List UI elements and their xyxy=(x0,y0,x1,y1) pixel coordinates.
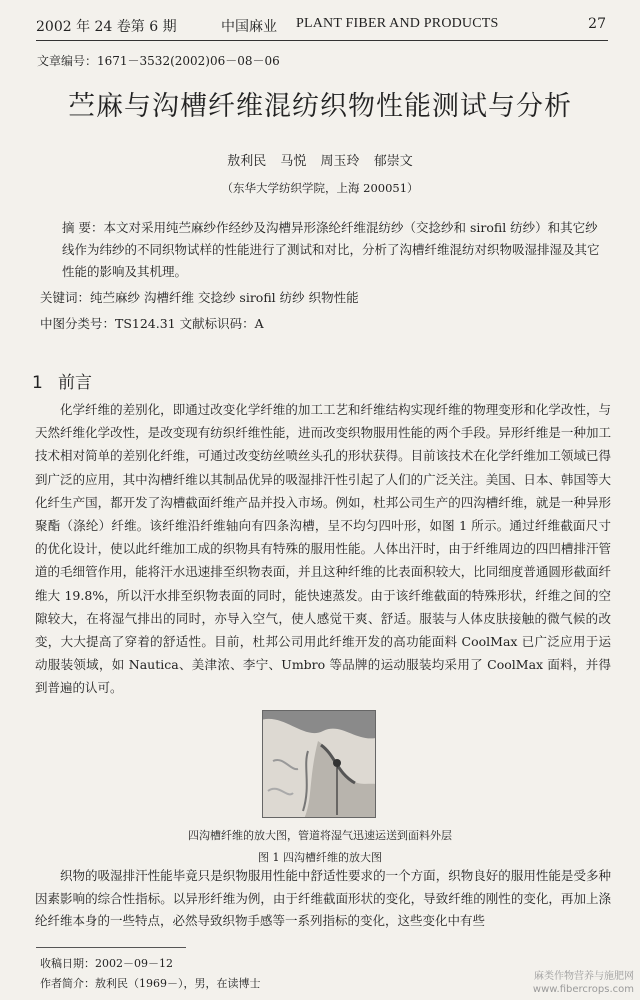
author-list: 敖利民 马悦 周玉玲 郁崇文 xyxy=(227,154,413,169)
abstract-text: 本文对采用纯苎麻纱作经纱及沟槽异形涤纶纤维混纺纱（交捻纱和 sirofil 纺纱）和其它纱线作为纬纱的不同织物试样的性能进行了测试和对比，分析了沟槽纤维混纺对织物吸湿排湿及其它性能的影响及其机理。 xyxy=(62,220,600,279)
journal-name-cn: 中国麻业 xyxy=(221,19,277,35)
section-title: 前言 xyxy=(58,373,92,393)
author-bio: 作者简介：敖利民（1969－），男，在读博士 xyxy=(40,977,261,990)
section-heading xyxy=(32,368,92,393)
received-date: 收稿日期：2002－09－12 xyxy=(40,957,173,970)
article-number: 文章编号：1671－3532(2002)06－08－06 xyxy=(37,54,280,68)
affiliation: （东华大学纺织学院，上海 200051） xyxy=(221,181,419,195)
body-paragraph: 化学纤维的差别化，即通过改变化学纤维的加工工艺和纤维结构实现纤维的物理变形和化学改性，与天然纤维化学改性，是改变现有纺织纤维性能，进而改变织物服用性能的两个手段。异形纤维是一种加工技术相对简单的差别化纤维，可通过改变纺丝喷丝头孔的形状获得。目前该技术在化学纤维加工领域已得到广泛的应用，其中沟槽纤维以其制品优异的吸湿排汗性引起了人们的广泛关注。美国、日本、韩国等大化纤生产国，都开发了沟槽截面纤维产品并投入市场。例如，杜邦公司生产的四沟槽纤维，就是一种异形聚酯（涤纶）纤维。该纤维沿纤维轴向有四条沟槽，呈不均匀四叶形，如图 1 所示。通过纤维截面尺寸的优化设计，使以此纤维加工成的织物具有特殊的服用性能。人体出汗时，由于纤维周边的四凹槽排汗管道的毛细管作用，能将汗水迅速排至织物表面，并且这种纤维的比表面积较大，比同细度普通圆形截面纤维大 19.8%，所以汗水排至织物表面的同时，能快速蒸发。由于该纤维截面的特殊形状，纤维之间的空隙较大，在将湿气排出的同时，亦导入空气，使人感觉干爽、舒适。服装与人体皮肤接触的微气候的改变，大大提高了穿着的舒适性。目前，杜邦公司用此纤维开发的高功能面料 CoolMax 已广泛应用于运动服装领域，如 Nautica、美津浓、李宁、Umbro 等品牌的运动服装均采用了 CoolMax 面料，并得到普遍的认可。 xyxy=(35,402,611,696)
classification-codes: 中图分类号：TS124.31 文献标识码：A xyxy=(40,316,264,331)
watermark xyxy=(533,970,634,996)
fiber-illustration xyxy=(263,711,375,817)
page-number: 27 xyxy=(588,16,606,32)
page-title: 苎麻与沟槽纤维混纺织物性能测试与分析 xyxy=(68,91,572,122)
figure-caption-note: 四沟槽纤维的放大图，管道将湿气迅速运送到面料外层 xyxy=(188,829,452,842)
footnote-rule xyxy=(36,947,186,948)
figure-label: 图 1 四沟槽纤维的放大图 xyxy=(258,851,382,864)
journal-name-en: PLANT FIBER AND PRODUCTS xyxy=(296,16,499,31)
running-header xyxy=(36,16,606,38)
abstract xyxy=(62,217,610,283)
watermark-line-1: 麻类作物营养与施肥网 xyxy=(534,971,634,982)
body-paragraph-2: 织物的吸湿排汗性能毕竟只是织物服用性能中舒适性要求的一个方面，织物良好的服用性能是受多种因素影响的综合性指标。以异形纤维为例，由于纤维截面形状的变化，导致纤维的刚性的变化，再加上涤纶纤维本身的一些特点，必然导致织物手感等一系列指标的变化，这些变化中有些 xyxy=(35,868,611,928)
header-rule xyxy=(36,40,608,41)
abstract-label: 摘 要： xyxy=(62,220,104,235)
fiber-cross-section-image xyxy=(262,710,376,818)
keywords: 关键词：纯苎麻纱 沟槽纤维 交捻纱 sirofil 纺纱 织物性能 xyxy=(40,290,359,305)
watermark-line-2: www.fibercrops.com xyxy=(532,984,634,995)
issue-info: 2002 年 24 卷第 6 期 xyxy=(36,19,177,35)
section-number: 1 xyxy=(32,373,43,393)
